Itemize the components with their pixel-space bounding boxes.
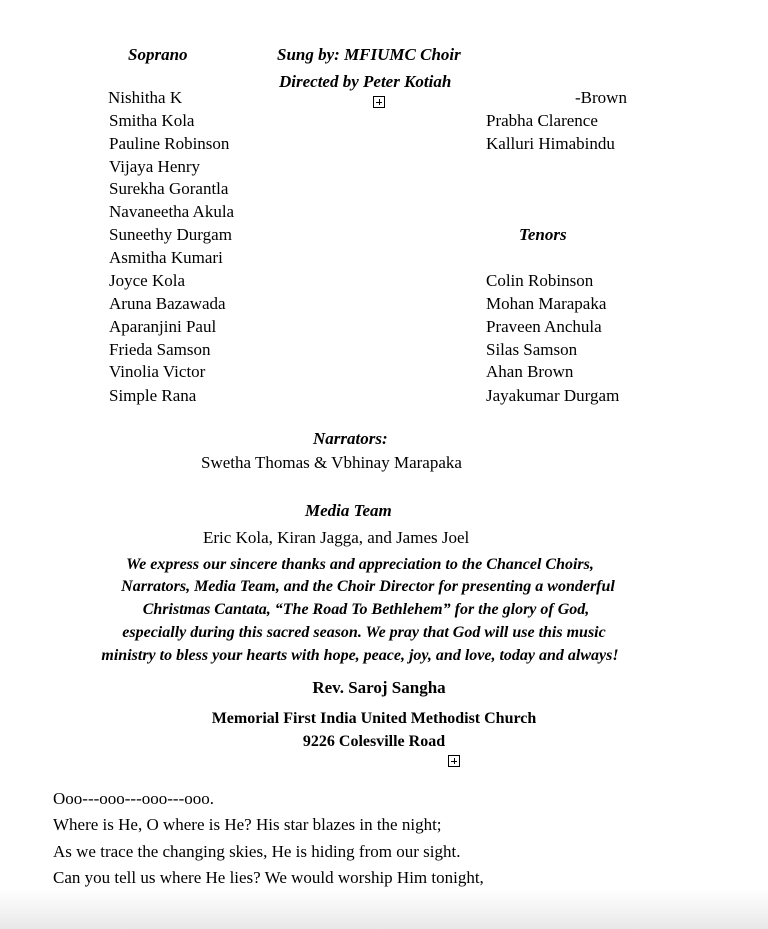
media-heading: Media Team: [305, 501, 392, 520]
page-bottom-fade: [0, 889, 768, 929]
soprano-name: Asmitha Kumari: [109, 248, 223, 267]
tenor-name: Colin Robinson: [486, 271, 594, 290]
soprano-name: Nishitha K: [108, 88, 183, 107]
soprano-name: Aparanjini Paul: [109, 317, 217, 336]
thanks-line: especially during this sacred season. We pray that God will use this music: [122, 624, 606, 641]
soprano-name: Vinolia Victor: [109, 362, 206, 381]
soprano-name: Aruna Bazawada: [109, 294, 226, 313]
directed-by: Directed by Peter Kotiah: [279, 72, 452, 91]
table-move-handle-icon[interactable]: [373, 96, 385, 108]
sopranos-heading: Soprano: [128, 45, 188, 64]
tenor-name: Ahan Brown: [486, 362, 574, 381]
narrators-heading: Narrators:: [313, 429, 388, 448]
narrators-names: Swetha Thomas & Vbhinay Marapaka: [201, 453, 462, 472]
tenors-heading: Tenors: [519, 225, 567, 244]
pastor-name: Rev. Saroj Sangha: [312, 678, 446, 697]
church-name: Memorial First India United Methodist Church: [211, 710, 537, 727]
media-names: Eric Kola, Kiran Jagga, and James Joel: [203, 528, 470, 547]
tenor-name: Mohan Marapaka: [486, 294, 607, 313]
soprano-name: Pauline Robinson: [109, 134, 230, 153]
alto-name: Kalluri Himabindu: [486, 134, 615, 153]
soprano-name: Smitha Kola: [109, 111, 195, 130]
lyric-line: As we trace the changing skies, He is hiding from our sight.: [53, 842, 461, 861]
soprano-name: Frieda Samson: [109, 340, 211, 359]
thanks-line: We express our sincere thanks and appreciation to the Chancel Choirs,: [126, 556, 594, 573]
soprano-name: Joyce Kola: [109, 271, 186, 290]
soprano-name: Surekha Gorantla: [109, 179, 229, 198]
tenor-name: Jayakumar Durgam: [486, 386, 620, 405]
soprano-name: Suneethy Durgam: [109, 225, 232, 244]
lyric-line: Ooo---ooo---ooo---ooo.: [53, 789, 214, 808]
soprano-name: Simple Rana: [109, 386, 197, 405]
soprano-name: Vijaya Henry: [109, 157, 201, 176]
tenor-name: Silas Samson: [486, 340, 578, 359]
tenor-name: Praveen Anchula: [486, 317, 602, 336]
soprano-name: Navaneetha Akula: [109, 202, 235, 221]
alto-name-clipped: -Brown: [575, 88, 627, 107]
lyric-line: Can you tell us where He lies? We would worship Him tonight,: [53, 868, 484, 887]
lyric-line: Where is He, O where is He? His star blazes in the night;: [53, 815, 442, 834]
alto-name: Prabha Clarence: [486, 111, 598, 130]
thanks-line: Narrators, Media Team, and the Choir Director for presenting a wonderful: [121, 578, 615, 595]
table-move-handle-icon[interactable]: [448, 755, 460, 767]
thanks-line: ministry to bless your hearts with hope, peace, joy, and love, today and always!: [101, 647, 619, 664]
church-address: 9226 Colesville Road: [302, 733, 446, 750]
thanks-line: Christmas Cantata, “The Road To Bethlehem” for the glory of God,: [142, 601, 590, 618]
sung-by: Sung by: MFIUMC Choir: [277, 45, 461, 64]
